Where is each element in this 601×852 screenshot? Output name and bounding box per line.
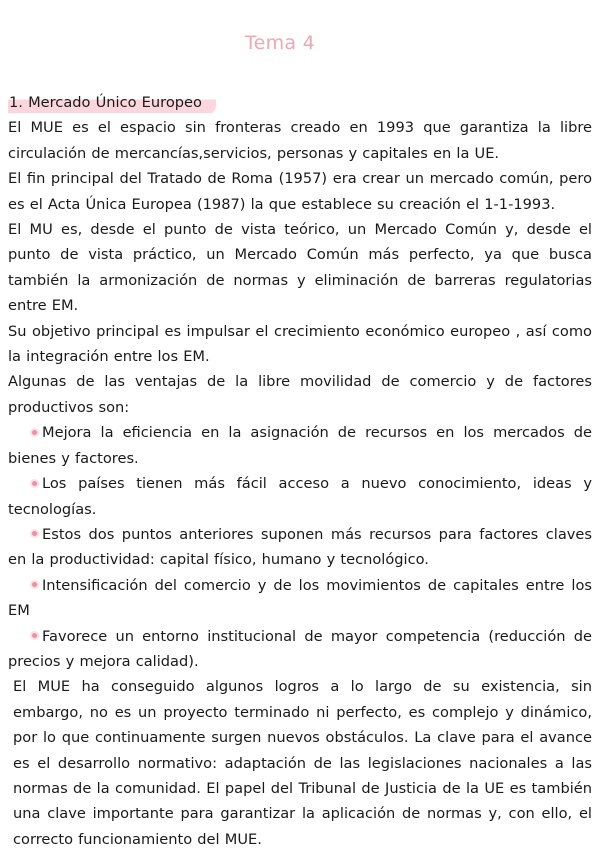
paragraph-mu-theory: El MU es, desde el punto de vista teórico, un Mercado Común y, desde el punto de vista práctico, un Mercado Común más perfecto, ya que busca también la armonización de normas y eliminación de barreras regulatorias entre EM. xyxy=(8,221,592,315)
pink-dot-bullet-icon xyxy=(32,481,37,486)
list-item-text: Intensificación del comercio y de los movimientos de capitales entre los EM xyxy=(8,576,592,620)
pink-dot-bullet-icon xyxy=(32,531,37,536)
advantages-list xyxy=(8,420,592,674)
notes-body xyxy=(8,90,592,852)
list-item xyxy=(8,471,592,522)
list-item-text: Estos dos puntos anteriores suponen más recursos para factores claves en la productividad: capital físico, humano y tecnológico. xyxy=(8,525,592,569)
paragraph-tratado-roma: El fin principal del Tratado de Roma (1957) era crear un mercado común, pero es el Acta Única Europea (1987) la que establece su creación el 1-1-1993. xyxy=(8,170,592,213)
pink-dot-bullet-icon xyxy=(32,633,37,638)
paragraph-objective: Su objetivo principal es impulsar el crecimiento económico europeo , así como la integración entre los EM. xyxy=(8,322,592,366)
list-item-text: Favorece un entorno institucional de mayor competencia (reducción de precios y mejora calidad). xyxy=(8,627,592,670)
pink-dot-bullet-icon xyxy=(32,582,37,587)
section-heading: 1. Mercado Único Europeo xyxy=(8,90,216,115)
list-item-text: Los países tienen más fácil acceso a nuevo conocimiento, ideas y tecnologías. xyxy=(8,475,592,518)
list-item xyxy=(8,420,592,471)
list-item xyxy=(8,624,592,675)
paragraph-advantages-intro: Algunas de las ventajas de la libre movilidad de comercio y de factores productivos son: xyxy=(8,373,592,416)
paragraph-mue-definition: El MUE es el espacio sin fronteras creado en 1993 que garantiza la libre circulación de mercancías,servicios, personas y capitales en la UE. xyxy=(8,119,592,162)
list-item xyxy=(8,573,592,624)
list-item-text: Mejora la eficiencia en la asignación de recursos en los mercados de bienes y factores. xyxy=(8,424,592,467)
paragraph-conclusion: El MUE ha conseguido algunos logros a lo largo de su existencia, sin embargo, no es un proyecto terminado ni perfecto, es complejo y dinámico, por lo que continuamente surgen nuevos obstáculos. La clave para el avance es el desarrollo normativo: adaptación de las legislaciones nacionales a las normas de la comunidad. El papel del Tribunal de Justicia de la UE es también una clave importante para garantizar la aplicación de normas y, con ello, el correcto funcionamiento del MUE. xyxy=(13,678,592,848)
page-title: Tema 4 xyxy=(244,32,316,54)
list-item xyxy=(8,522,592,573)
pink-dot-bullet-icon xyxy=(32,430,37,435)
